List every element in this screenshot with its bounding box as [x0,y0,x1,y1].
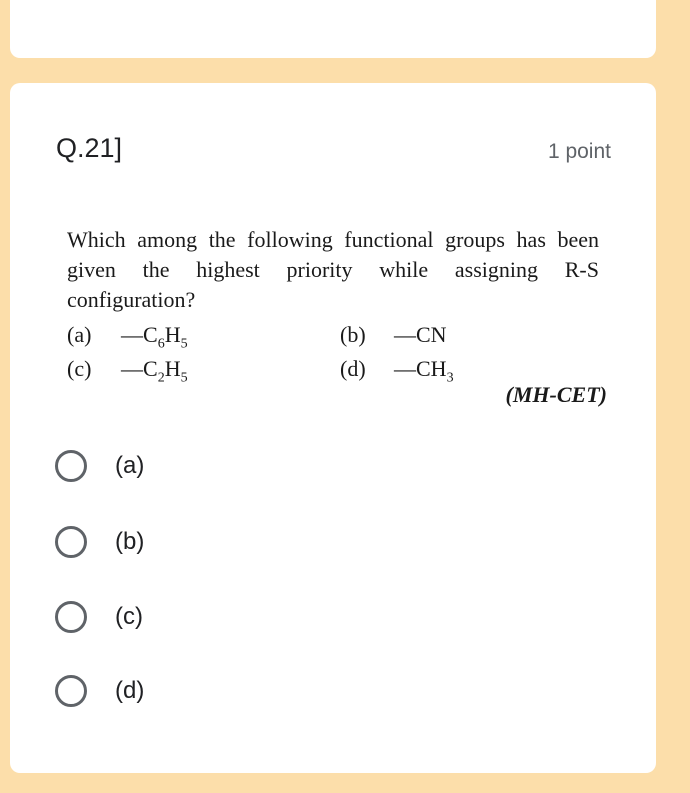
question-option-a: (a) $—C_6H_5$ [67,322,188,352]
choice-d[interactable] [55,671,144,711]
choice-b[interactable] [55,522,144,562]
previous-question-card [10,0,656,58]
question-option-c: (c) $—C_2H_5$ [67,356,188,386]
question-text: Which among the following functional groups has been given the highest priority while assigning R-S configuration? [67,227,599,312]
question-image [67,225,607,425]
question-points: 1 point [547,140,611,163]
choice-c[interactable] [55,597,143,637]
question-card [10,83,656,773]
radio-icon[interactable] [55,675,87,707]
choice-label: (c) [115,603,143,630]
exam-source: (MH-CET) [505,382,607,407]
question-option-d: (d) $—CH_3$ [340,356,454,386]
radio-icon[interactable] [55,526,87,558]
question-number: Q.21] [56,133,123,163]
choice-label: (d) [115,677,145,704]
choice-label: (a) [115,452,145,479]
radio-icon[interactable] [55,450,87,482]
question-option-b: (b) —CN [340,322,447,347]
choice-a[interactable] [55,446,144,486]
radio-icon[interactable] [55,601,87,633]
choice-label: (b) [115,528,145,555]
